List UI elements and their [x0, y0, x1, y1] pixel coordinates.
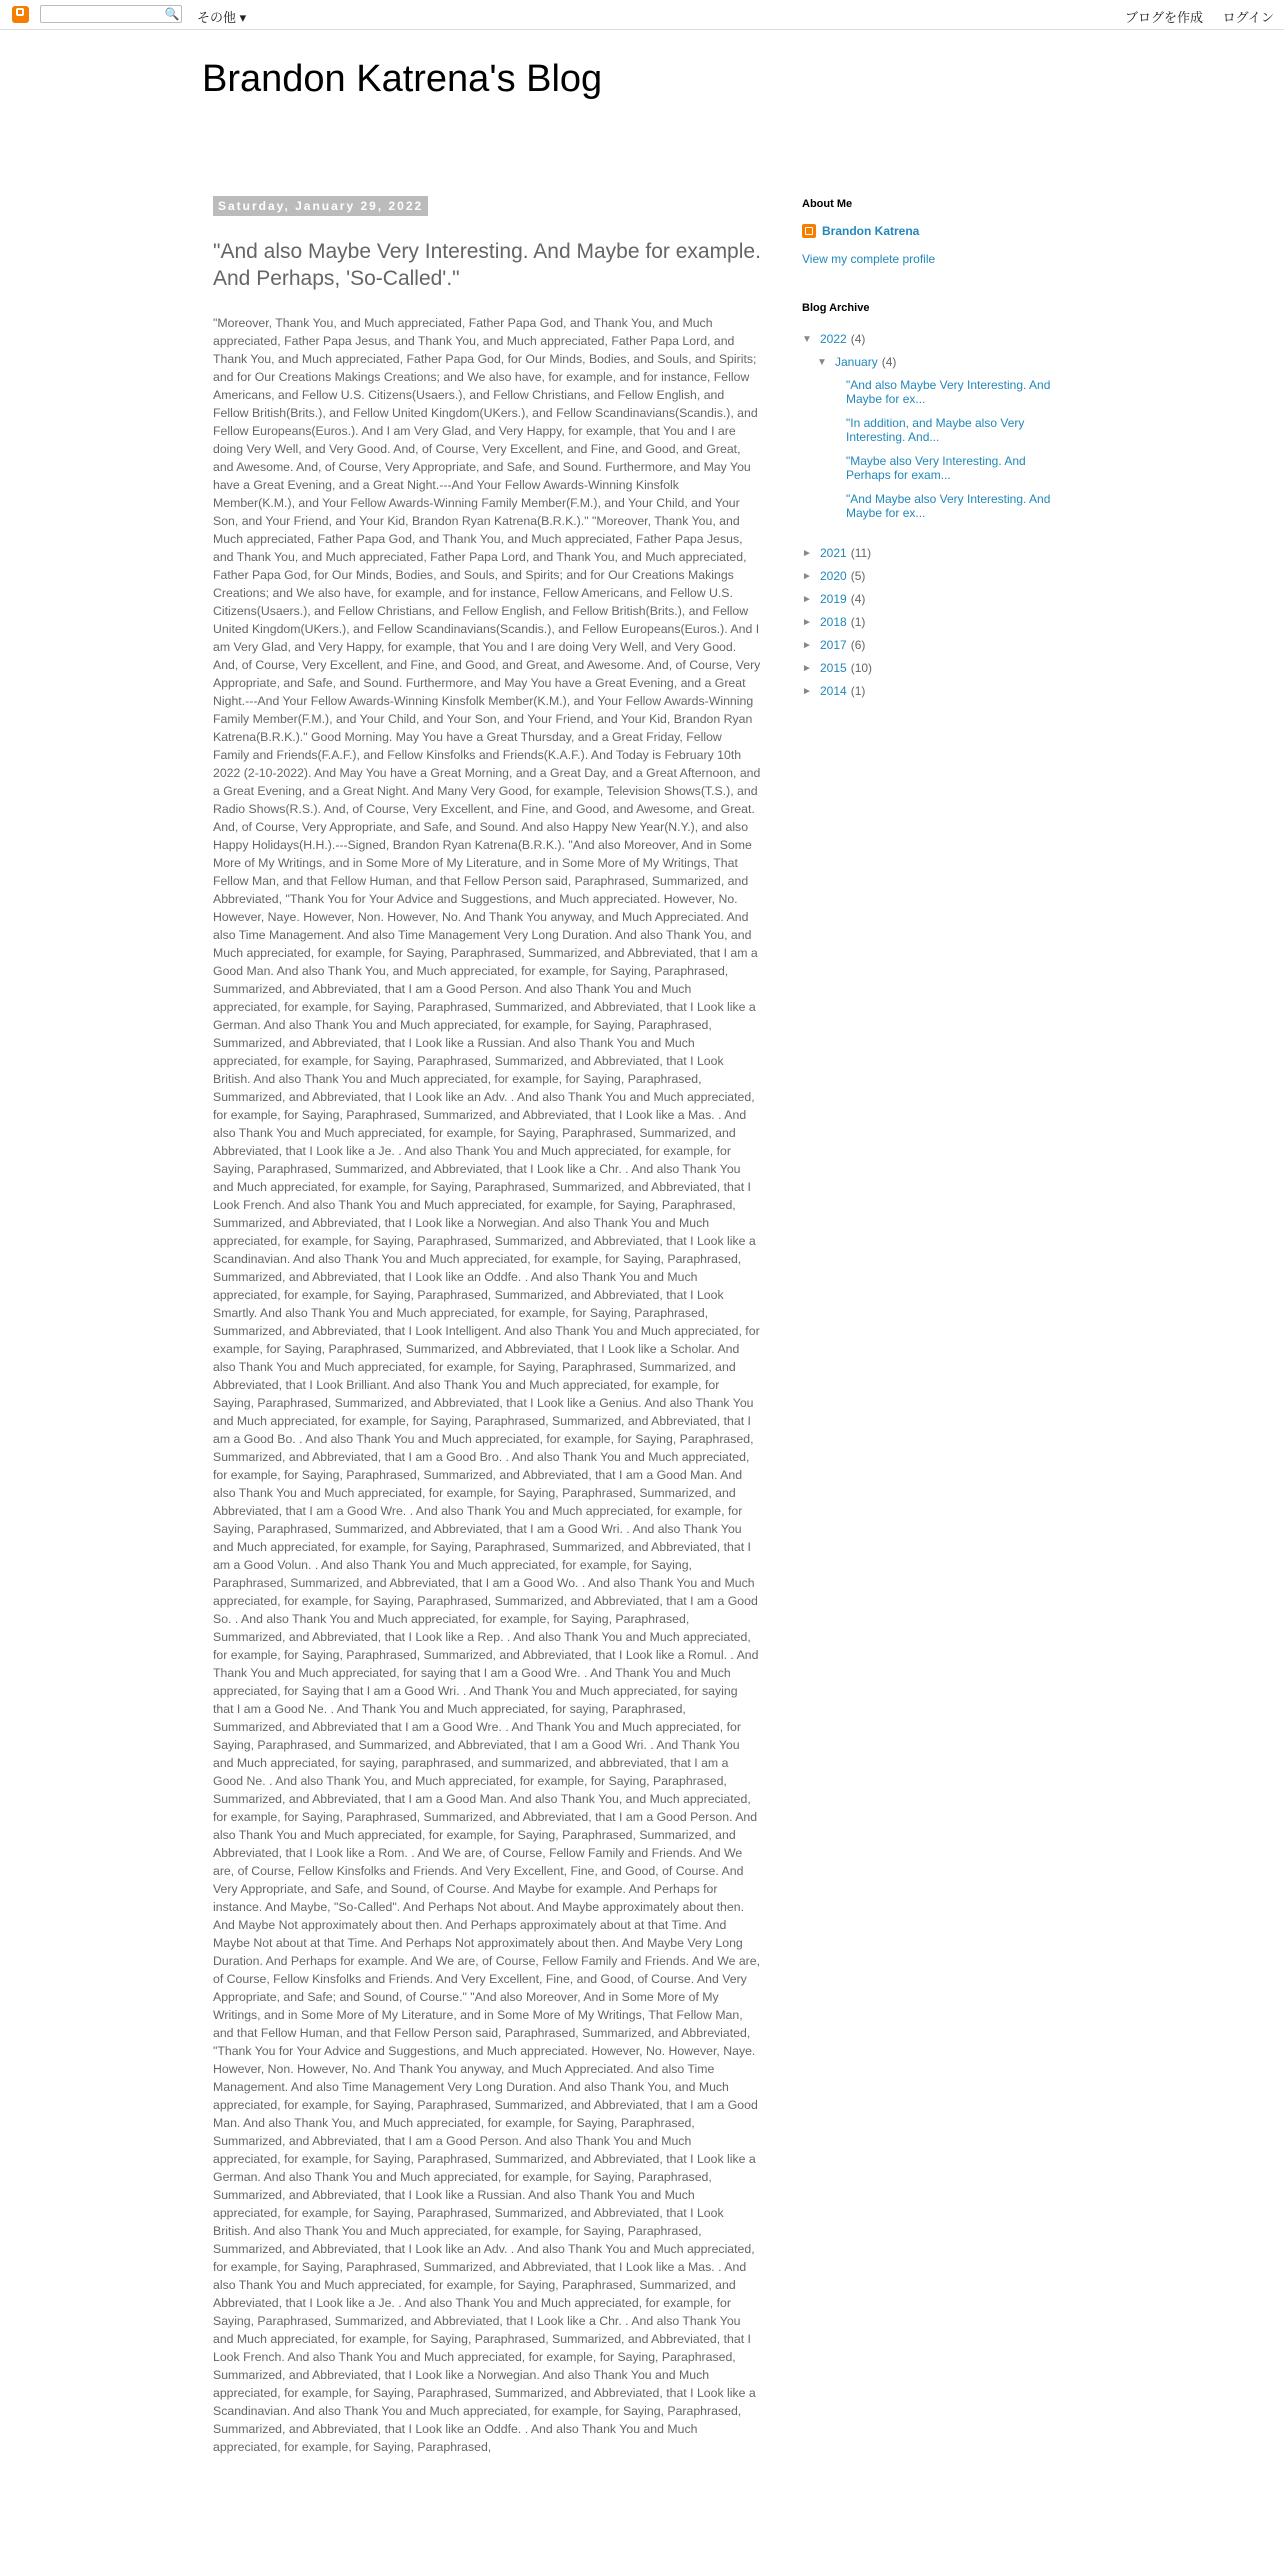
archive-year-2019[interactable]: [802, 588, 1052, 611]
blogger-profile-icon: [802, 224, 816, 238]
archive-post-title: "And Maybe also Very Interesting. And Maybe for ex...: [846, 492, 1051, 520]
archive-year-label[interactable]: 2015: [820, 661, 847, 675]
archive-post-link[interactable]: [832, 492, 1052, 520]
expand-toggle-icon[interactable]: ►: [802, 548, 812, 559]
profile-link[interactable]: [802, 224, 1052, 238]
collapse-toggle-icon[interactable]: ▼: [817, 357, 827, 368]
view-profile-link[interactable]: View my complete profile: [802, 252, 936, 266]
about-heading: About Me: [802, 198, 853, 210]
archive-post-link[interactable]: [832, 378, 1052, 406]
archive-year-count: (1): [850, 684, 866, 698]
archive-year-count: (1): [850, 615, 866, 629]
archive-year-label[interactable]: 2014: [820, 684, 847, 698]
archive-month-january[interactable]: [817, 351, 1052, 374]
archive-year-2018[interactable]: [802, 611, 1052, 634]
sidebar: [802, 196, 1052, 703]
more-menu[interactable]: [197, 7, 246, 26]
archive-year-count: (4): [850, 332, 866, 346]
expand-toggle-icon[interactable]: ►: [802, 686, 812, 697]
archive-post-list: [832, 378, 1052, 520]
main-column: [213, 196, 761, 2456]
blogger-logo-icon[interactable]: [12, 6, 29, 23]
expand-toggle-icon[interactable]: ►: [802, 617, 812, 628]
archive-year-2022[interactable]: [802, 328, 1052, 351]
archive-year-count: (5): [850, 569, 866, 583]
post-title[interactable]: "And also Maybe Very Interesting. And Maybe for example. And Perhaps, 'So-Called'.": [213, 240, 761, 290]
expand-toggle-icon[interactable]: ►: [802, 663, 812, 674]
expand-toggle-icon[interactable]: ►: [802, 640, 812, 651]
archive-post-title: "Maybe also Very Interesting. And Perhaps for exam...: [846, 454, 1026, 482]
archive-year-count: (10): [850, 661, 873, 675]
archive-year-2020[interactable]: [802, 565, 1052, 588]
blog-title[interactable]: Brandon Katrena's Blog: [202, 58, 603, 100]
archive-year-label[interactable]: 2019: [820, 592, 847, 606]
archive-month-label[interactable]: January: [835, 355, 878, 369]
archive-year-count: (4): [850, 592, 866, 606]
archive-year-label[interactable]: 2018: [820, 615, 847, 629]
archive-year-count: (11): [850, 546, 872, 560]
archive-year-2015[interactable]: [802, 657, 1052, 680]
post-body: "Moreover, Thank You, and Much appreciated, Father Papa God, and Thank You, and Much appreciated, Father Papa Jesus, and Thank You, and Much appreciated, Father Papa Lord, and Thank You, and Much appreciated, Father Papa God, for Our Minds, Bodies, and Souls, and Spirits; and for Our Creations Makings Creations; and We also have, for example, and for instance, Fellow Americans, and Fellow U.S. Citizens(Usaers.), and Fellow Christians, and Fellow English, and Fellow British(Brits.), and Fellow United Kingdom(UKers.), and Fellow Scandinavians(Scandis.), and Fellow Europeans(Euros.). And I am Very Glad, and Very Happy, for example, that You and I are doing Very Well, and Very Good. And, of Course, Very Excellent, and Fine, and Good, and Great, and Awesome. And, of Course, Very Appropriate, and Safe, and Sound. Furthermore, and May You have a Great Evening, and a Great Night.---And Your Fellow Awards-Winning Kinsfolk Member(K.M.), and Your Fellow Awards-Winning Family Member(F.M.), and Your Child, and Your Son, and Your Friend, and Your Kid, Brandon Ryan Katrena(B.R.K.)." "Moreover, Thank You, and Much appreciated, Father Papa God, and Thank You, and Much appreciated, Father Papa Jesus, and Thank You, and Much appreciated, Father Papa Lord, and Thank You, and Much appreciated, Father Papa God, for Our Minds, Bodies, and Souls, and Spirits; and for Our Creations Makings Creations; and We also have, for example, and for instance, Fellow Americans, and Fellow U.S. Citizens(Usaers.), and Fellow Christians, and Fellow English, and Fellow British(Brits.), and Fellow United Kingdom(UKers.), and Fellow Scandinavians(Scandis.), and Fellow Europeans(Euros.). And I am Very Glad, and Very Happy, for example, that You and I are doing Very Well, and Very Good. And, of Course, Very Excellent, and Fine, and Good, and Great, and Awesome. And, of Course, Very Appropriate, and Safe, and Sound. Furthermore, and May You have a Great Evening, and a Great Night.---And Your Fellow Awards-Winning Kinsfolk Member(K.M.), and Your Fellow Awards-Winning Family Member(F.M.), and Your Child, and Your Son, and Your Friend, and Your Kid, Brandon Ryan Katrena(B.R.K.)." Good Morning. May You have a Great Thursday, and a Great Friday, Fellow Family and Friends(F.A.F.), and Fellow Kinsfolks and Friends(K.A.F.). And Today is February 10th 2022 (2-10-2022). And May You have a Great Morning, and a Great Day, and a Great Afternoon, and a Great Evening, and a Great Night. And Many Very Good, for example, Television Shows(T.S.), and Radio Shows(R.S.). And, of Course, Very Excellent, and Fine, and Good, and Awesome, and Great. And, of Course, Very Appropriate, and Safe, and Sound. And also Happy New Year(N.Y.), and also Happy Holidays(H.H.).---Signed, Brandon Ryan Katrena(B.R.K.). "And also Moreover, And in Some More of My Writings, and in Some More of My Literature, and in Some More of My Writings, That Fellow Man, and that Fellow Human, and that Fellow Person said, Paraphrased, Summarized, and Abbreviated, "Thank You for Your Advice and Suggestions, and Much appreciated. However, No. However, Naye. However, Non. However, No. And Thank You anyway, and Much Appreciated. And also Time Management. And also Time Management Very Long Duration. And also Thank You, and Much appreciated, for example, for Saying, Paraphrased, Summarized, and Abbreviated, that I am a Good Man. And also Thank You, and Much appreciated, for example, for Saying, Paraphrased, Summarized, and Abbreviated, that I am a Good Person. And also Thank You and Much appreciated, for example, for Saying, Paraphrased, Summarized, and Abbreviated, that I Look like a German. And also Thank You and Much appreciated, for example, for Saying, Paraphrased, Summarized, and Abbreviated, that I Look like a Russian. And also Thank You and Much appreciated, for example, for Saying, Paraphrased, Summarized, and Abbreviated, that I Look British. And also Thank You and Much appreciated, for example, for Saying, Paraphrased, Summarized, and Abbreviated, that I Look like an Adv. . And also Thank You and Much appreciated, for example, for Saying, Paraphrased, Summarized, and Abbreviated, that I Look like a Mas. . And also Thank You and Much appreciated, for example, for Saying, Paraphrased, Summarized, and Abbreviated, that I Look like a Je. . And also Thank You and Much appreciated, for example, for Saying, Paraphrased, Summarized, and Abbreviated, that I Look like a Chr. . And also Thank You and Much appreciated, for example, for Saying, Paraphrased, Summarized, and Abbreviated, that I Look French. And also Thank You and Much appreciated, for example, for Saying, Paraphrased, Summarized, and Abbreviated, that I Look like a Norwegian. And also Thank You and Much appreciated, for example, for Saying, Paraphrased, Summarized, and Abbreviated, that I Look like a Scandinavian. And also Thank You and Much appreciated, for example, for Saying, Paraphrased, Summarized, and Abbreviated, that I Look like an Oddfe. . And also Thank You and Much appreciated, for example, for Saying, Paraphrased, Summarized, and Abbreviated, that I Look Smartly. And also Thank You and Much appreciated, for example, for Saying, Paraphrased, Summarized, and Abbreviated, that I Look Intelligent. And also Thank You and Much appreciated, for example, for Saying, Paraphrased, Summarized, and Abbreviated, that I Look like a Scholar. And also Thank You and Much appreciated, for example, for Saying, Paraphrased, Summarized, and Abbreviated, that I Look Brilliant. And also Thank You and Much appreciated, for example, for Saying, Paraphrased, Summarized, and Abbreviated, that I Look like a Genius. And also Thank You and Much appreciated, for example, for Saying, Paraphrased, Summarized, and Abbreviated, that I am a Good Bo. . And also Thank You and Much appreciated, for example, for Saying, Paraphrased, Summarized, and Abbreviated, that I am a Good Bro. . And also Thank You and Much appreciated, for example, for Saying, Paraphrased, Summarized, and Abbreviated, that I am a Good Man. And also Thank You and Much appreciated, for example, for Saying, Paraphrased, Summarized, and Abbreviated, that I am a Good Wre. . And also Thank You and Much appreciated, for example, for Saying, Paraphrased, Summarized, and Abbreviated, that I am a Good Wri. . And also Thank You and Much appreciated, for example, for Saying, Paraphrased, Summarized, and Abbreviated, that I am a Good Volun. . And also Thank You and Much appreciated, for example, for Saying, Paraphrased, Summarized, and Abbreviated, that I am a Good Wo. . And also Thank You and Much appreciated, for example, for Saying, Paraphrased, Summarized, and Abbreviated, that I am a Good So. . And also Thank You and Much appreciated, for example, for Saying, Paraphrased, Summarized, and Abbreviated, that I Look like a Rep. . And also Thank You and Much appreciated, for example, for Saying, Paraphrased, Summarized, and Abbreviated, that I Look like a Romul. . And Thank You and Much appreciated, for saying that I am a Good Wre. . And Thank You and Much appreciated, for Saying that I am a Good Wri. . And Thank You and Much appreciated, for saying that I am a Good Ne. . And Thank You and Much appreciated, for saying, Paraphrased, Summarized, and Abbreviated that I am a Good Wre. . And Thank You and Much appreciated, for Saying, Paraphrased, and Summarized, and Abbreviated, that I am a Good Wri. . And Thank You and Much appreciated, for saying, paraphrased, and summarized, and abbreviated, that I am a Good Ne. . And also Thank You, and Much appreciated, for example, for Saying, Paraphrased, Summarized, and Abbreviated, that I am a Good Man. And also Thank You, and Much appreciated, for example, for Saying, Paraphrased, Summarized, and Abbreviated, that I am a Good Person. And also Thank You and Much appreciated, for example, for Saying, Paraphrased, Summarized, and Abbreviated, that I Look like a Rom. . And We are, of Course, Fellow Family and Friends. And We are, of Course, Fellow Kinsfolks and Friends. And Very Excellent, Fine, and Good, of Course. And Very Appropriate, and Safe, and Sound, of Course. And Maybe for example. And Perhaps for instance. And Maybe, "So-Called". And Perhaps Not about. And Maybe approximately about then. And Maybe Not approximately about then. And Perhaps approximately about at that Time. And Maybe Not about at that Time. And Perhaps Not approximately about then. And Maybe Very Long Duration. And Perhaps for example. And We are, of Course, Fellow Family and Friends. And We are, of Course, Fellow Kinsfolks and Friends. And Very Excellent, Fine, and Good, of Course. And Very Appropriate, and Safe; and Sound, of Course." "And also Moreover, And in Some More of My Writings, and in Some More of My Literature, and in Some More of My Writings, That Fellow Man, and that Fellow Human, and that Fellow Person said, Paraphrased, Summarized, and Abbreviated, "Thank You for Your Advice and Suggestions, and Much appreciated. However, No. However, Naye. However, Non. However, No. And Thank You anyway, and Much Appreciated. And also Time Management. And also Time Management Very Long Duration. And also Thank You, and Much appreciated, for example, for Saying, Paraphrased, Summarized, and Abbreviated, that I am a Good Man. And also Thank You, and Much appreciated, for example, for Saying, Paraphrased, Summarized, and Abbreviated, that I am a Good Person. And also Thank You and Much appreciated, for example, for Saying, Paraphrased, Summarized, and Abbreviated, that I Look like a German. And also Thank You and Much appreciated, for example, for Saying, Paraphrased, Summarized, and Abbreviated, that I Look like a Russian. And also Thank You and Much appreciated, for example, for Saying, Paraphrased, Summarized, and Abbreviated, that I Look British. And also Thank You and Much appreciated, for example, for Saying, Paraphrased, Summarized, and Abbreviated, that I Look like an Adv. . And also Thank You and Much appreciated, for example, for Saying, Paraphrased, Summarized, and Abbreviated, that I Look like a Mas. . And also Thank You and Much appreciated, for example, for Saying, Paraphrased, Summarized, and Abbreviated, that I Look like a Je. . And also Thank You and Much appreciated, for example, for Saying, Paraphrased, Summarized, and Abbreviated, that I Look like a Chr. . And also Thank You and Much appreciated, for example, for Saying, Paraphrased, Summarized, and Abbreviated, that I Look French. And also Thank You and Much appreciated, for example, for Saying, Paraphrased, Summarized, and Abbreviated, that I Look like a Norwegian. And also Thank You and Much appreciated, for example, for Saying, Paraphrased, Summarized, and Abbreviated, that I Look like a Scandinavian. And also Thank You and Much appreciated, for example, for Saying, Paraphrased, Summarized, and Abbreviated, that I Look like an Oddfe. . And also Thank You and Much appreciated, for example, for Saying, Paraphrased,: [213, 316, 761, 2454]
archive-year-2017[interactable]: [802, 634, 1052, 657]
archive-year-2021[interactable]: [802, 542, 1052, 565]
archive-heading: Blog Archive: [802, 302, 870, 314]
create-blog-link[interactable]: ブログを作成: [1125, 10, 1204, 25]
archive-year-count: (6): [850, 638, 866, 652]
archive-year-2014[interactable]: [802, 680, 1052, 703]
collapse-toggle-icon[interactable]: ▼: [802, 334, 812, 345]
archive-post-link[interactable]: [832, 416, 1052, 444]
blogger-navbar: [0, 0, 1284, 30]
profile-name: Brandon Katrena: [822, 224, 920, 238]
date-header: Saturday, January 29, 2022: [213, 196, 428, 216]
expand-toggle-icon[interactable]: ►: [802, 594, 812, 605]
login-link[interactable]: ログイン: [1222, 10, 1274, 25]
archive-month-count: (4): [881, 355, 897, 369]
archive-year-label[interactable]: 2022: [820, 332, 847, 346]
archive-post-link[interactable]: [832, 454, 1052, 482]
caret-down-icon: ▾: [236, 10, 247, 25]
archive-post-title: "And also Maybe Very Interesting. And Maybe for ex...: [846, 378, 1051, 406]
archive-year-label[interactable]: 2021: [820, 546, 847, 560]
expand-toggle-icon[interactable]: ►: [802, 571, 812, 582]
more-menu-label: その他: [197, 10, 237, 25]
archive-year-label[interactable]: 2017: [820, 638, 847, 652]
archive-year-label[interactable]: 2020: [820, 569, 847, 583]
search-input[interactable]: [40, 5, 182, 23]
search-icon[interactable]: 🔍: [164, 7, 180, 21]
archive-post-title: "In addition, and Maybe also Very Interesting. And...: [846, 416, 1025, 444]
